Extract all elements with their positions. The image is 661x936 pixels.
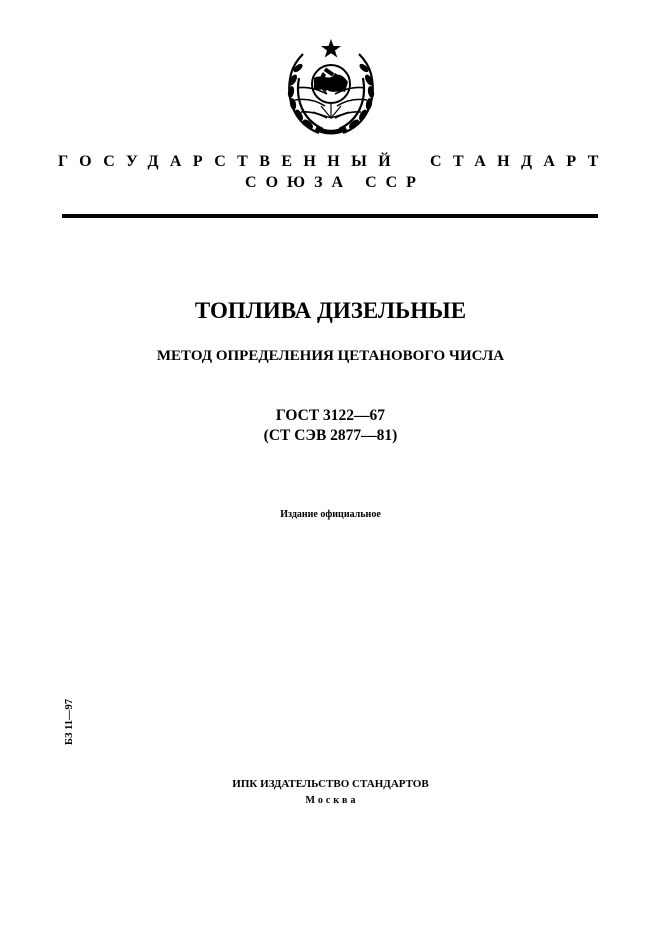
standard-equivalent: (СТ СЭВ 2877—81): [263, 427, 398, 444]
publisher-city: Москва: [305, 795, 359, 806]
standard-designation: [0, 406, 661, 446]
header-divider: [62, 214, 598, 218]
header-word-state: ГОСУДАРСТВЕННЫЙ: [58, 153, 403, 170]
header-word-standard: СТАНДАРТ: [430, 153, 610, 170]
standard-number: ГОСТ 3122—67: [275, 407, 386, 424]
publisher-name: ИПК ИЗДАТЕЛЬСТВО СТАНДАРТОВ: [232, 778, 429, 790]
edition-label: Издание официальное: [280, 509, 381, 520]
document-subtitle: МЕТОД ОПРЕДЕЛЕНИЯ ЦЕТАНОВОГО ЧИСЛА: [156, 348, 505, 364]
ussr-state-emblem-icon: [279, 38, 383, 142]
side-code: БЗ 11—97: [64, 698, 75, 745]
header-union: СОЮЗА ССР: [245, 174, 425, 191]
document-title: ТОПЛИВА ДИЗЕЛЬНЫЕ: [194, 298, 467, 323]
